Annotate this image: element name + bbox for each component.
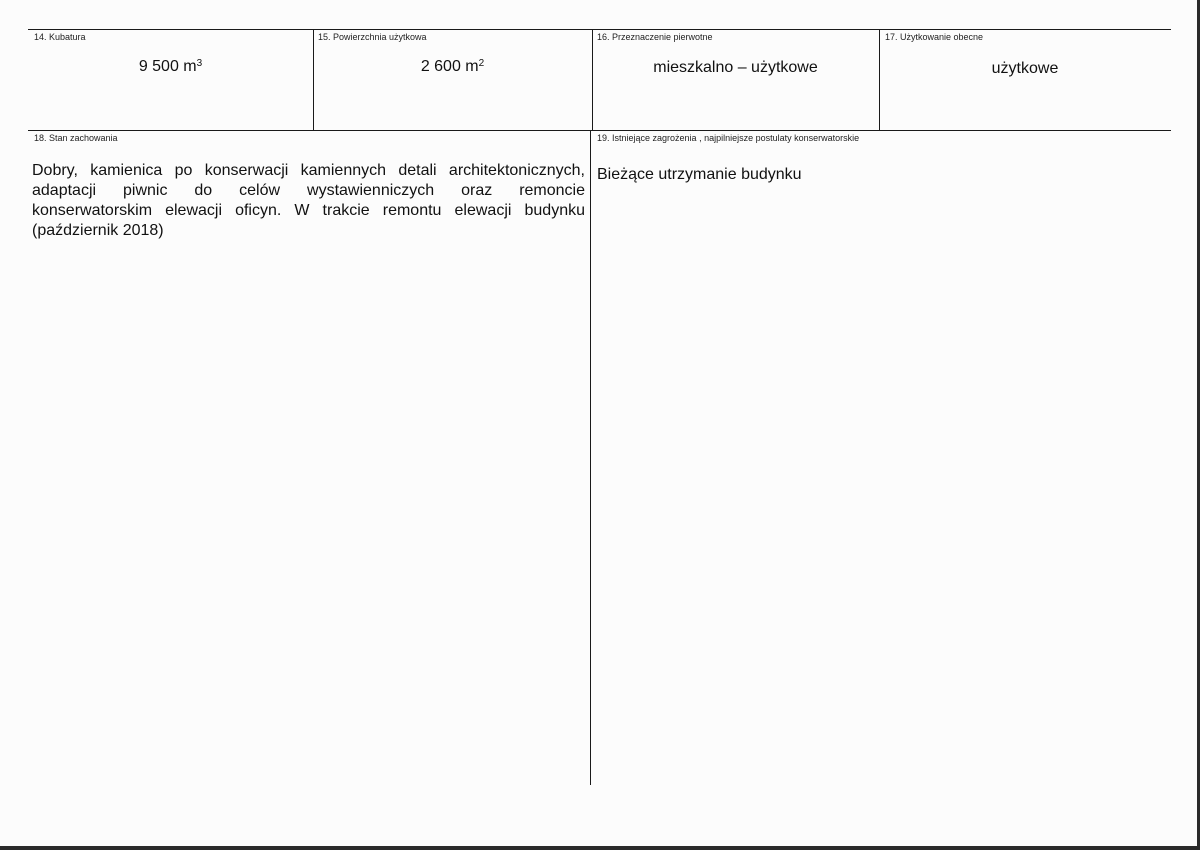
divider-18-19 [590, 130, 591, 785]
divider-16-17 [879, 29, 880, 131]
field-15-number: 2 600 m [420, 58, 479, 75]
field-15-value [313, 57, 592, 77]
divider-15-16 [592, 29, 593, 131]
field-14-value [28, 57, 313, 77]
scan-edge-bottom [0, 846, 1200, 850]
field-15-label: 15. Powierzchnia użytkowa [318, 32, 427, 42]
field-19-text: Bieżące utrzymanie budynku [597, 166, 802, 183]
field-14-number: 9 500 m [138, 58, 197, 75]
field-18-line: konserwatorskim elewacji oficyn. W trakcie remontu elewacji budynku [32, 202, 585, 219]
field-18-line: adaptacji piwnic do celów wystawienniczych oraz remoncie [32, 182, 585, 199]
divider-14-15 [313, 29, 314, 131]
top-rule [28, 29, 1171, 30]
field-15-unit-exponent: 2 [478, 58, 485, 69]
field-17-label: 17. Użytkowanie obecne [885, 32, 984, 42]
field-19-label: 19. Istniejące zagrożenia , najpilniejsze postulaty konserwatorskie [597, 133, 860, 143]
field-14-unit-exponent: 3 [196, 58, 203, 69]
field-14-label: 14. Kubatura [34, 32, 86, 42]
field-17-value: użytkowe [991, 60, 1059, 77]
field-18-line: (październik 2018) [32, 222, 164, 239]
field-18-label: 18. Stan zachowania [34, 133, 118, 143]
middle-rule [28, 130, 1171, 131]
field-18-line: Dobry, kamienica po konserwacji kamiennych detali architektonicznych, [32, 162, 585, 179]
field-18-text [32, 161, 585, 241]
field-16-value: mieszkalno – użytkowe [653, 59, 818, 76]
field-16-label: 16. Przeznaczenie pierwotne [597, 32, 713, 42]
